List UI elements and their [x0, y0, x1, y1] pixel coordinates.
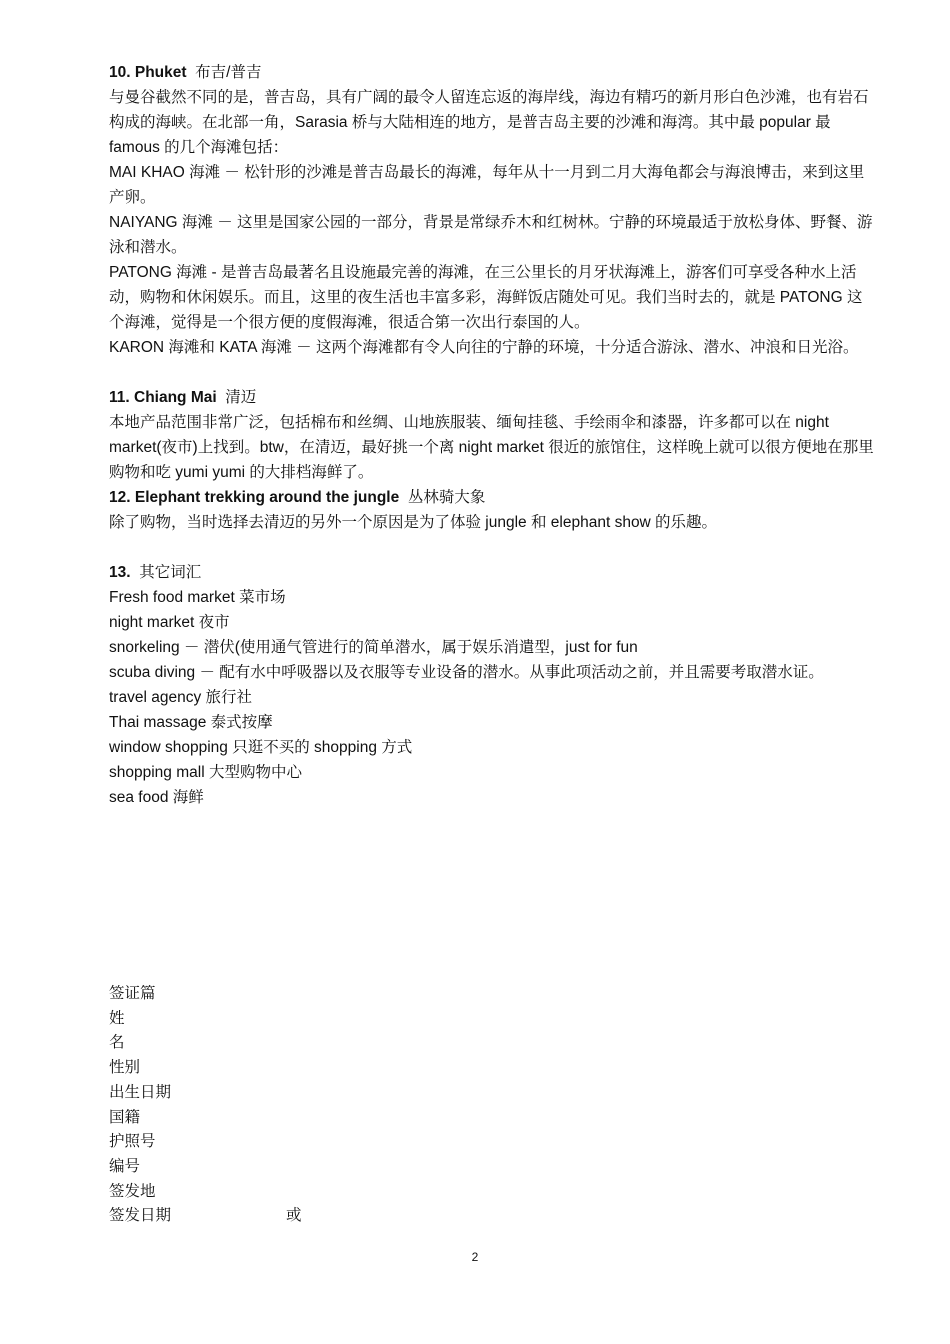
section-heading-cn: 布吉/普吉: [195, 64, 262, 81]
section-11-heading: [109, 385, 874, 410]
spacer: [109, 535, 874, 560]
paragraph: 与曼谷截然不同的是，普吉岛，具有广阔的最令人留连忘返的海岸线，海边有精巧的新月形白色沙滩，也有岩石构成的海峡。在北部一角，Sarasia 桥与大陆相连的地方，是普吉岛主要的沙滩和海湾。其中最 popular 最 famous 的几个海滩包括：: [109, 89, 869, 156]
visa-field-label: 姓: [109, 1009, 125, 1027]
visa-field-label: 护照号: [109, 1133, 156, 1151]
section-heading-en: 10. Phuket: [109, 64, 187, 81]
vocab-item: Thai massage 泰式按摩: [109, 714, 273, 731]
section-heading-en: 11. Chiang Mai: [109, 389, 217, 406]
vocab-item: shopping mall 大型购物中心: [109, 764, 302, 781]
vocab-item: scuba diving － 配有水中呼吸器以及衣服等专业设备的潜水。从事此项活动之前，并且需要考取潜水证。: [109, 664, 824, 681]
vocab-item: Fresh food market 菜市场: [109, 589, 286, 606]
section-12-heading: [109, 485, 874, 510]
section-heading-en: 13.: [109, 564, 131, 581]
paragraph: NAIYANG 海滩 － 这里是国家公园的一部分，背景是常绿乔木和红树林。宁静的环境最适于放松身体、野餐、游泳和潜水。: [109, 214, 873, 256]
section-heading-cn: 清迈: [225, 389, 257, 406]
vocab-item: snorkeling － 潜伏(使用通气管进行的简单潜水，属于娱乐消遣型，just for fun: [109, 639, 638, 656]
paragraph: 本地产品范围非常广泛，包括棉布和丝绸、山地族服装、缅甸挂毯、手绘雨伞和漆器，许多都可以在 night market(夜市)上找到。btw，在清迈，最好挑一个离 night market 很近的旅馆住，这样晚上就可以很方便地在那里购物和吃 yumi yumi 的大排档海鲜了。: [109, 414, 874, 481]
visa-field-label: 性别: [109, 1059, 141, 1077]
section-13-heading: [109, 560, 874, 585]
visa-or-text: 或: [286, 1207, 302, 1225]
section-heading-en: 12. Elephant trekking around the jungle: [109, 489, 400, 506]
section-heading-cn: 其它词汇: [139, 564, 202, 581]
spacer: [109, 360, 874, 385]
visa-issue-date-row: [109, 1204, 609, 1229]
visa-field-label: 国籍: [109, 1108, 141, 1126]
visa-section: [109, 982, 609, 1229]
visa-field-label: 签发地: [109, 1182, 156, 1200]
visa-field-label: 名: [109, 1034, 125, 1052]
vocab-item: travel agency 旅行社: [109, 689, 252, 706]
paragraph: KARON 海滩和 KATA 海滩 － 这两个海滩都有令人向往的宁静的环境，十分适合游泳、潜水、冲浪和日光浴。: [109, 339, 859, 356]
visa-field-label: 签发日期: [109, 1207, 172, 1225]
visa-title: 签证篇: [109, 985, 156, 1002]
paragraph: MAI KHAO 海滩 － 松针形的沙滩是普吉岛最长的海滩，每年从十一月到二月大海龟都会与海浪博击，来到这里产卵。: [109, 164, 865, 206]
paragraph: PATONG 海滩 - 是普吉岛最著名且设施最完善的海滩，在三公里长的月牙状海滩上，游客们可享受各种水上活动，购物和休闲娱乐。而且，这里的夜生活也丰富多彩，海鲜饭店随处可见。我们当时去的，就是 PATONG 这个海滩，觉得是一个很方便的度假海滩，很适合第一次出行泰国的人。: [109, 264, 863, 331]
vocab-item: sea food 海鲜: [109, 789, 204, 806]
visa-field-label: 编号: [109, 1157, 141, 1175]
section-10-heading: [109, 60, 874, 85]
section-heading-cn: 丛林骑大象: [407, 489, 486, 506]
vocab-item: night market 夜市: [109, 614, 230, 631]
paragraph: 除了购物，当时选择去清迈的另外一个原因是为了体验 jungle 和 elephant show 的乐趣。: [109, 514, 718, 531]
vocab-item: window shopping 只逛不买的 shopping 方式: [109, 739, 413, 756]
page-number: 2: [471, 1250, 479, 1264]
visa-field-label: 出生日期: [109, 1083, 172, 1101]
main-content: [109, 60, 874, 810]
